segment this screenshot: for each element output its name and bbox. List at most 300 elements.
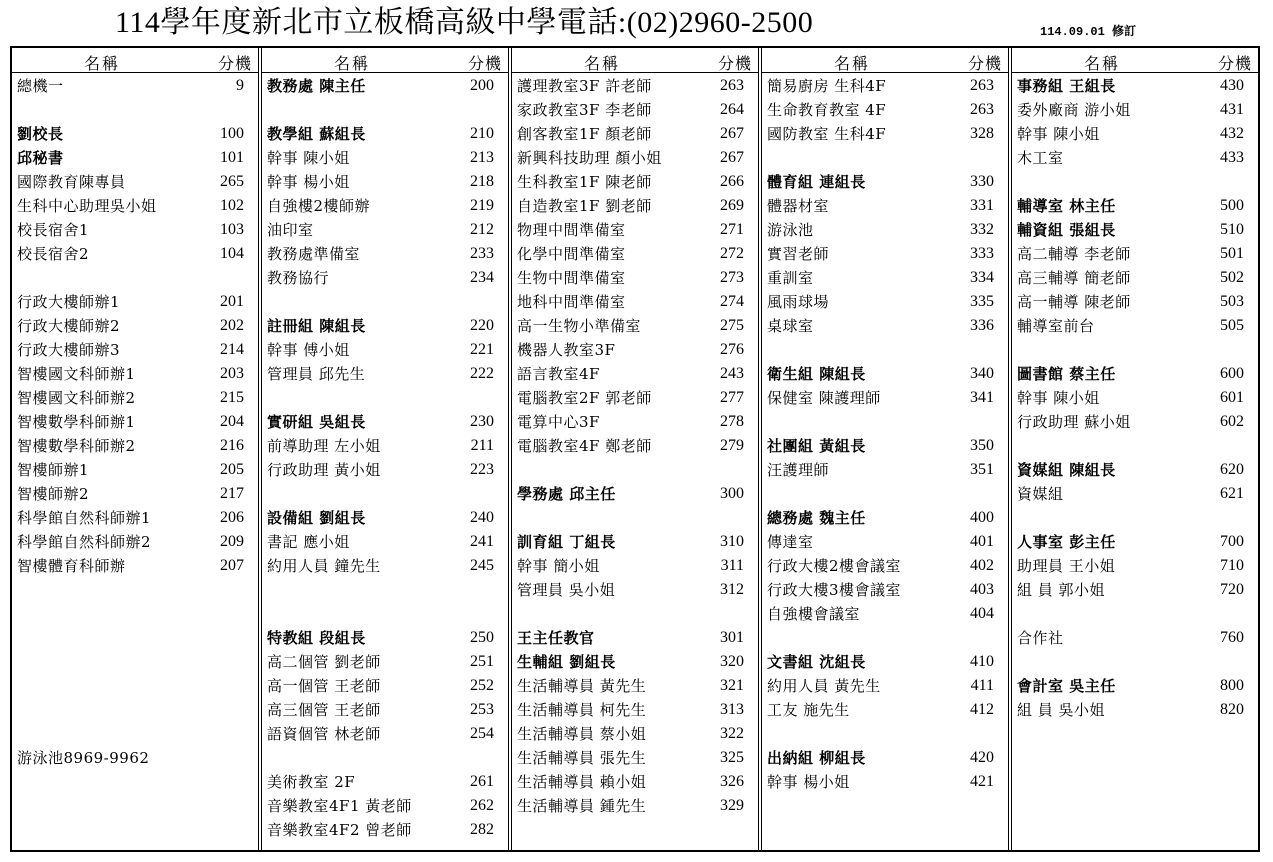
- entry-extension: 500: [1220, 197, 1244, 214]
- entry-extension: 201: [220, 293, 244, 310]
- entry-extension: 400: [970, 509, 994, 526]
- entry-extension: 329: [720, 797, 744, 814]
- entry-extension: 103: [220, 221, 244, 238]
- entry-extension: 800: [1220, 677, 1244, 694]
- directory-entry: [512, 194, 758, 218]
- entry-name: 管理員 邱先生: [267, 365, 366, 383]
- entry-extension: 282: [470, 821, 494, 838]
- entry-name: 電腦教室4F 鄭老師: [517, 437, 652, 455]
- entry-name: 行政助理 黃小姐: [267, 461, 381, 479]
- directory-entry: [12, 434, 258, 458]
- entry-extension: 431: [1220, 101, 1244, 118]
- entry-name: 科學館自然科師辦1: [17, 509, 152, 527]
- entry-extension: 760: [1220, 629, 1244, 646]
- entry-name: 事務組 王組長: [1017, 77, 1116, 95]
- entry-extension: 267: [720, 125, 744, 142]
- header-name-label: 名稱: [1084, 54, 1121, 73]
- entry-extension: 310: [720, 533, 744, 550]
- entry-extension: 204: [220, 413, 244, 430]
- entry-extension: 266: [720, 173, 744, 190]
- entry-extension: 269: [720, 197, 744, 214]
- entry-name: 高三輔導 簡老師: [1017, 269, 1131, 287]
- entry-name: 科學館自然科師辦2: [17, 533, 152, 551]
- directory-entry: [262, 434, 508, 458]
- directory-entry: [1012, 98, 1258, 122]
- column-header: [762, 48, 1008, 73]
- entry-name: 智樓師辦2: [17, 485, 90, 503]
- entry-extension: 245: [470, 557, 494, 574]
- directory-entry: [762, 362, 1008, 386]
- directory-entry: [1012, 194, 1258, 218]
- directory-entry: [12, 554, 258, 578]
- entry-extension: 233: [470, 245, 494, 262]
- entry-extension: 502: [1220, 269, 1244, 286]
- entry-extension: 210: [470, 125, 494, 142]
- header-ext-label: 分機: [717, 54, 752, 73]
- directory-entry: [1012, 266, 1258, 290]
- entry-name: 組 員 郭小姐: [1017, 581, 1106, 599]
- entry-extension: 322: [720, 725, 744, 742]
- entry-extension: 252: [470, 677, 494, 694]
- directory-entry: [1012, 530, 1258, 554]
- entry-name: 生物中間準備室: [517, 269, 626, 287]
- entry-name: 設備組 劉組長: [267, 509, 366, 527]
- entry-extension: 351: [970, 461, 994, 478]
- directory-entry: [262, 626, 508, 650]
- entry-extension: 275: [720, 317, 744, 334]
- entry-name: 委外廠商 游小姐: [1017, 101, 1131, 119]
- entry-extension: 243: [720, 365, 744, 382]
- entry-extension: 253: [470, 701, 494, 718]
- directory-entry: [12, 530, 258, 554]
- entry-extension: 332: [970, 221, 994, 238]
- directory-entry: [262, 242, 508, 266]
- entry-extension: 620: [1220, 461, 1244, 478]
- entry-extension: 335: [970, 293, 994, 310]
- entry-name: 高二個管 劉老師: [267, 653, 381, 671]
- entry-extension: 264: [720, 101, 744, 118]
- entry-name: 行政大樓3樓會議室: [767, 581, 902, 599]
- directory-entry: [512, 722, 758, 746]
- entry-name: 幹事 陳小姐: [1017, 125, 1100, 143]
- directory-entry: [512, 146, 758, 170]
- directory-entry: [762, 434, 1008, 458]
- directory-entry: [512, 314, 758, 338]
- entry-name: 新興科技助理 顏小姐: [517, 149, 662, 167]
- entry-name: 護理教室3F 許老師: [517, 77, 652, 95]
- directory-entry: [512, 794, 758, 818]
- directory-entry: [12, 410, 258, 434]
- entry-name: 生輔組 劉組長: [517, 653, 616, 671]
- entry-extension: 334: [970, 269, 994, 286]
- entry-extension: 331: [970, 197, 994, 214]
- phone-directory-table: [10, 46, 1260, 852]
- entry-name: 保健室 陳護理師: [767, 389, 881, 407]
- directory-entry: [512, 122, 758, 146]
- directory-entry: [12, 290, 258, 314]
- directory-entry: [12, 506, 258, 530]
- entry-name: 行政大樓師辦1: [17, 293, 121, 311]
- entry-extension: 222: [470, 365, 494, 382]
- entry-extension: 274: [720, 293, 744, 310]
- entry-name: 智樓數學科師辦2: [17, 437, 136, 455]
- entry-name: 教學組 蘇組長: [267, 125, 366, 143]
- directory-entry: [1012, 362, 1258, 386]
- entry-name: 行政大樓2樓會議室: [767, 557, 902, 575]
- entry-extension: 430: [1220, 77, 1244, 94]
- entry-extension: 263: [720, 77, 744, 94]
- directory-entry: [762, 458, 1008, 482]
- directory-entry: [262, 794, 508, 818]
- entry-name: 桌球室: [767, 317, 814, 335]
- directory-entry: [12, 386, 258, 410]
- directory-entry: [262, 146, 508, 170]
- entry-name: 教務處準備室: [267, 245, 361, 263]
- entry-extension: 505: [1220, 317, 1244, 334]
- entry-extension: 501: [1220, 245, 1244, 262]
- directory-entry: [762, 530, 1008, 554]
- entry-extension: 432: [1220, 125, 1244, 142]
- entry-name: 油印室: [267, 221, 314, 239]
- entry-extension: 340: [970, 365, 994, 382]
- entry-name: 高一個管 王老師: [267, 677, 381, 695]
- entry-extension: 410: [970, 653, 994, 670]
- entry-name: 家政教室3F 李老師: [517, 101, 652, 119]
- entry-name: 智樓國文科師辦2: [17, 389, 136, 407]
- directory-entry: [512, 386, 758, 410]
- entry-name: 重訓室: [767, 269, 814, 287]
- entry-extension: 720: [1220, 581, 1244, 598]
- directory-entry: [1012, 458, 1258, 482]
- directory-entry: [762, 74, 1008, 98]
- entry-name: 智樓數學科師辦1: [17, 413, 136, 431]
- entry-extension: 311: [720, 557, 744, 574]
- entry-extension: 100: [220, 125, 244, 142]
- revision-date: 114.09.01 修訂: [1040, 25, 1137, 39]
- entry-extension: 403: [970, 581, 994, 598]
- entry-extension: 234: [470, 269, 494, 286]
- page-title: 114學年度新北市立板橋高級中學電話:(02)2960-2500: [115, 6, 814, 39]
- entry-extension: 710: [1220, 557, 1244, 574]
- entry-name: 幹事 傅小姐: [267, 341, 350, 359]
- entry-extension: 330: [970, 173, 994, 190]
- entry-extension: 333: [970, 245, 994, 262]
- entry-name: 傳達室: [767, 533, 814, 551]
- entry-name: 輔導室前台: [1017, 317, 1095, 335]
- entry-name: 游泳池: [767, 221, 814, 239]
- entry-extension: 433: [1220, 149, 1244, 166]
- entry-name: 行政助理 蘇小姐: [1017, 413, 1131, 431]
- directory-entry: [1012, 146, 1258, 170]
- entry-extension: 213: [470, 149, 494, 166]
- entry-extension: 206: [220, 509, 244, 526]
- directory-entry: [1012, 482, 1258, 506]
- entry-name: 語言教室4F: [517, 365, 600, 383]
- entry-name: 風雨球場: [767, 293, 830, 311]
- entry-name: 幹事 陳小姐: [267, 149, 350, 167]
- entry-name: 特教組 段組長: [267, 629, 366, 647]
- directory-entry: [512, 530, 758, 554]
- entry-extension: 203: [220, 365, 244, 382]
- entry-name: 生活輔導員 張先生: [517, 749, 647, 767]
- entry-extension: 503: [1220, 293, 1244, 310]
- entry-name: 幹事 楊小姐: [767, 773, 850, 791]
- entry-name: 幹事 簡小姐: [517, 557, 600, 575]
- entry-extension: 273: [720, 269, 744, 286]
- entry-name: 資媒組: [1017, 485, 1064, 503]
- entry-name: 自強樓2樓師辦: [267, 197, 371, 215]
- directory-entry: [762, 98, 1008, 122]
- directory-entry: [262, 818, 508, 842]
- entry-name: 生活輔導員 蔡小姐: [517, 725, 647, 743]
- entry-name: 生活輔導員 賴小姐: [517, 773, 647, 791]
- directory-entry: [1012, 626, 1258, 650]
- entry-extension: 254: [470, 725, 494, 742]
- directory-entry: [1012, 122, 1258, 146]
- entry-extension: 271: [720, 221, 744, 238]
- entry-name: 音樂教室4F1 黃老師: [267, 797, 412, 815]
- directory-entry: [762, 194, 1008, 218]
- directory-column-1: [12, 48, 262, 850]
- directory-entry: [762, 290, 1008, 314]
- entry-extension: 301: [720, 629, 744, 646]
- directory-entry: [262, 122, 508, 146]
- header-ext-label: 分機: [467, 54, 502, 73]
- directory-entry: [262, 458, 508, 482]
- entry-extension: 230: [470, 413, 494, 430]
- directory-entry: [512, 338, 758, 362]
- entry-extension: 251: [470, 653, 494, 670]
- entry-name: 輔資組 張組長: [1017, 221, 1116, 239]
- directory-entry: [1012, 290, 1258, 314]
- entry-extension: 278: [720, 413, 744, 430]
- directory-entry: [762, 386, 1008, 410]
- entry-name: 化學中間準備室: [517, 245, 626, 263]
- entry-extension: 263: [970, 77, 994, 94]
- entry-name: 高一輔導 陳老師: [1017, 293, 1131, 311]
- entry-extension: 250: [470, 629, 494, 646]
- entry-name: 機器人教室3F: [517, 341, 616, 359]
- entry-name: 語資個管 林老師: [267, 725, 381, 743]
- directory-entry: [1012, 410, 1258, 434]
- directory-entry: [1012, 386, 1258, 410]
- directory-entry: [762, 122, 1008, 146]
- entry-name: 行政大樓師辦3: [17, 341, 121, 359]
- directory-entry: [262, 194, 508, 218]
- directory-entry: [762, 698, 1008, 722]
- directory-entry: [512, 482, 758, 506]
- entry-name: 助理員 王小姐: [1017, 557, 1116, 575]
- entry-name: 物理中間準備室: [517, 221, 626, 239]
- entry-extension: 341: [970, 389, 994, 406]
- entry-name: 學務處 邱主任: [517, 485, 616, 503]
- header-name-label: 名稱: [84, 54, 121, 73]
- directory-entry: [762, 554, 1008, 578]
- entry-name: 邱秘書: [17, 149, 64, 167]
- entry-extension: 312: [720, 581, 744, 598]
- entry-extension: 421: [970, 773, 994, 790]
- directory-entry: [762, 602, 1008, 626]
- header-name-label: 名稱: [834, 54, 871, 73]
- directory-entry: [512, 674, 758, 698]
- entry-extension: 101: [220, 149, 244, 166]
- directory-column-4: [762, 48, 1012, 850]
- entry-name: 自造教室1F 劉老師: [517, 197, 652, 215]
- entry-name: 劉校長: [17, 125, 64, 143]
- entry-name: 總機一: [17, 77, 64, 95]
- directory-entry: [512, 362, 758, 386]
- entry-extension: 350: [970, 437, 994, 454]
- entry-extension: 211: [470, 437, 494, 454]
- entry-extension: 300: [720, 485, 744, 502]
- entry-extension: 217: [220, 485, 244, 502]
- entry-extension: 621: [1220, 485, 1244, 502]
- entry-name: 會計室 吳主任: [1017, 677, 1116, 695]
- entry-extension: 601: [1220, 389, 1244, 406]
- directory-column-2: [262, 48, 512, 850]
- entry-extension: 402: [970, 557, 994, 574]
- entry-name: 體器材室: [767, 197, 830, 215]
- entry-extension: 401: [970, 533, 994, 550]
- directory-entry: [512, 98, 758, 122]
- directory-entry: [762, 674, 1008, 698]
- header-ext-label: 分機: [967, 54, 1002, 73]
- entry-name: 地科中間準備室: [517, 293, 626, 311]
- directory-entry: [762, 314, 1008, 338]
- directory-entry: [762, 170, 1008, 194]
- directory-entry: [762, 506, 1008, 530]
- entry-name: 木工室: [1017, 149, 1064, 167]
- entry-extension: 202: [220, 317, 244, 334]
- entry-extension: 276: [720, 341, 744, 358]
- entry-name: 約用人員 鐘先生: [267, 557, 381, 575]
- entry-name: 簡易廚房 生科4F: [767, 77, 887, 95]
- entry-extension: 205: [220, 461, 244, 478]
- entry-name: 生科中心助理吳小姐: [17, 197, 157, 215]
- directory-entry: [762, 266, 1008, 290]
- directory-entry: [1012, 74, 1258, 98]
- entry-name: 高三個管 王老師: [267, 701, 381, 719]
- directory-entry: [12, 170, 258, 194]
- entry-extension: 223: [470, 461, 494, 478]
- directory-entry: [262, 74, 508, 98]
- column-header: [12, 48, 258, 73]
- entry-name: 幹事 楊小姐: [267, 173, 350, 191]
- directory-entry: [262, 170, 508, 194]
- directory-entry: [762, 650, 1008, 674]
- directory-entry: [12, 146, 258, 170]
- directory-entry: [12, 242, 258, 266]
- directory-column-5: [1012, 48, 1258, 850]
- entry-name: 組 員 吳小姐: [1017, 701, 1106, 719]
- header-ext-label: 分機: [217, 54, 252, 73]
- directory-entry: [12, 194, 258, 218]
- entry-extension: 279: [720, 437, 744, 454]
- entry-extension: 272: [720, 245, 744, 262]
- directory-entry: [262, 674, 508, 698]
- entry-name: 教務協行: [267, 269, 330, 287]
- entry-extension: 320: [720, 653, 744, 670]
- entry-name: 校長宿舍2: [17, 245, 90, 263]
- directory-entry: [512, 410, 758, 434]
- column-header: [1012, 48, 1258, 73]
- directory-entry: [262, 530, 508, 554]
- entry-name: 合作社: [1017, 629, 1064, 647]
- directory-entry: [512, 218, 758, 242]
- directory-entry: [512, 170, 758, 194]
- entry-extension: 102: [220, 197, 244, 214]
- entry-extension: 820: [1220, 701, 1244, 718]
- entry-name: 美術教室 2F: [267, 773, 356, 791]
- entry-extension: 404: [970, 605, 994, 622]
- entry-name: 體育組 連組長: [767, 173, 866, 191]
- entry-name: 生科教室1F 陳老師: [517, 173, 652, 191]
- entry-extension: 261: [470, 773, 494, 790]
- entry-name: 社團組 黃組長: [767, 437, 866, 455]
- entry-name: 出納組 柳組長: [767, 749, 866, 767]
- entry-name: 工友 施先生: [767, 701, 850, 719]
- directory-entry: [1012, 578, 1258, 602]
- directory-entry: [262, 314, 508, 338]
- directory-entry: [262, 722, 508, 746]
- directory-entry: [512, 74, 758, 98]
- directory-entry: [262, 266, 508, 290]
- directory-entry: [12, 482, 258, 506]
- directory-entry: [512, 578, 758, 602]
- entry-name: 生活輔導員 黃先生: [517, 677, 647, 695]
- entry-name: 前導助理 左小姐: [267, 437, 381, 455]
- header-ext-label: 分機: [1217, 54, 1252, 73]
- header-name-label: 名稱: [584, 54, 621, 73]
- directory-entry: [762, 218, 1008, 242]
- directory-entry: [12, 218, 258, 242]
- entry-name: 總務處 魏主任: [767, 509, 866, 527]
- entry-name: 輔導室 林主任: [1017, 197, 1116, 215]
- column-header: [262, 48, 508, 73]
- entry-extension: 240: [470, 509, 494, 526]
- entry-name: 管理員 吳小姐: [517, 581, 616, 599]
- entry-extension: 209: [220, 533, 244, 550]
- directory-entry: [262, 506, 508, 530]
- entry-name: 國際教育陳專員: [17, 173, 126, 191]
- directory-entry: [262, 338, 508, 362]
- entry-extension: 218: [470, 173, 494, 190]
- directory-entry: [12, 458, 258, 482]
- entry-name: 文書組 沈組長: [767, 653, 866, 671]
- directory-entry: [762, 770, 1008, 794]
- directory-entry: [262, 218, 508, 242]
- entry-name: 教務處 陳主任: [267, 77, 366, 95]
- entry-name: 自強樓會議室: [767, 605, 861, 623]
- entry-name: 音樂教室4F2 曾老師: [267, 821, 412, 839]
- directory-column-3: [512, 48, 762, 850]
- entry-extension: 328: [970, 125, 994, 142]
- entry-name: 約用人員 黃先生: [767, 677, 881, 695]
- directory-entry: [512, 434, 758, 458]
- entry-extension: 216: [220, 437, 244, 454]
- entry-name: 智樓國文科師辦1: [17, 365, 136, 383]
- directory-entry: [762, 242, 1008, 266]
- entry-extension: 321: [720, 677, 744, 694]
- entry-name: 汪護理師: [767, 461, 830, 479]
- directory-entry: [1012, 242, 1258, 266]
- directory-entry: [12, 74, 258, 98]
- directory-entry: [512, 650, 758, 674]
- entry-extension: 214: [220, 341, 244, 358]
- directory-entry: [512, 746, 758, 770]
- entry-name: 人事室 彭主任: [1017, 533, 1116, 551]
- column-header: [512, 48, 758, 73]
